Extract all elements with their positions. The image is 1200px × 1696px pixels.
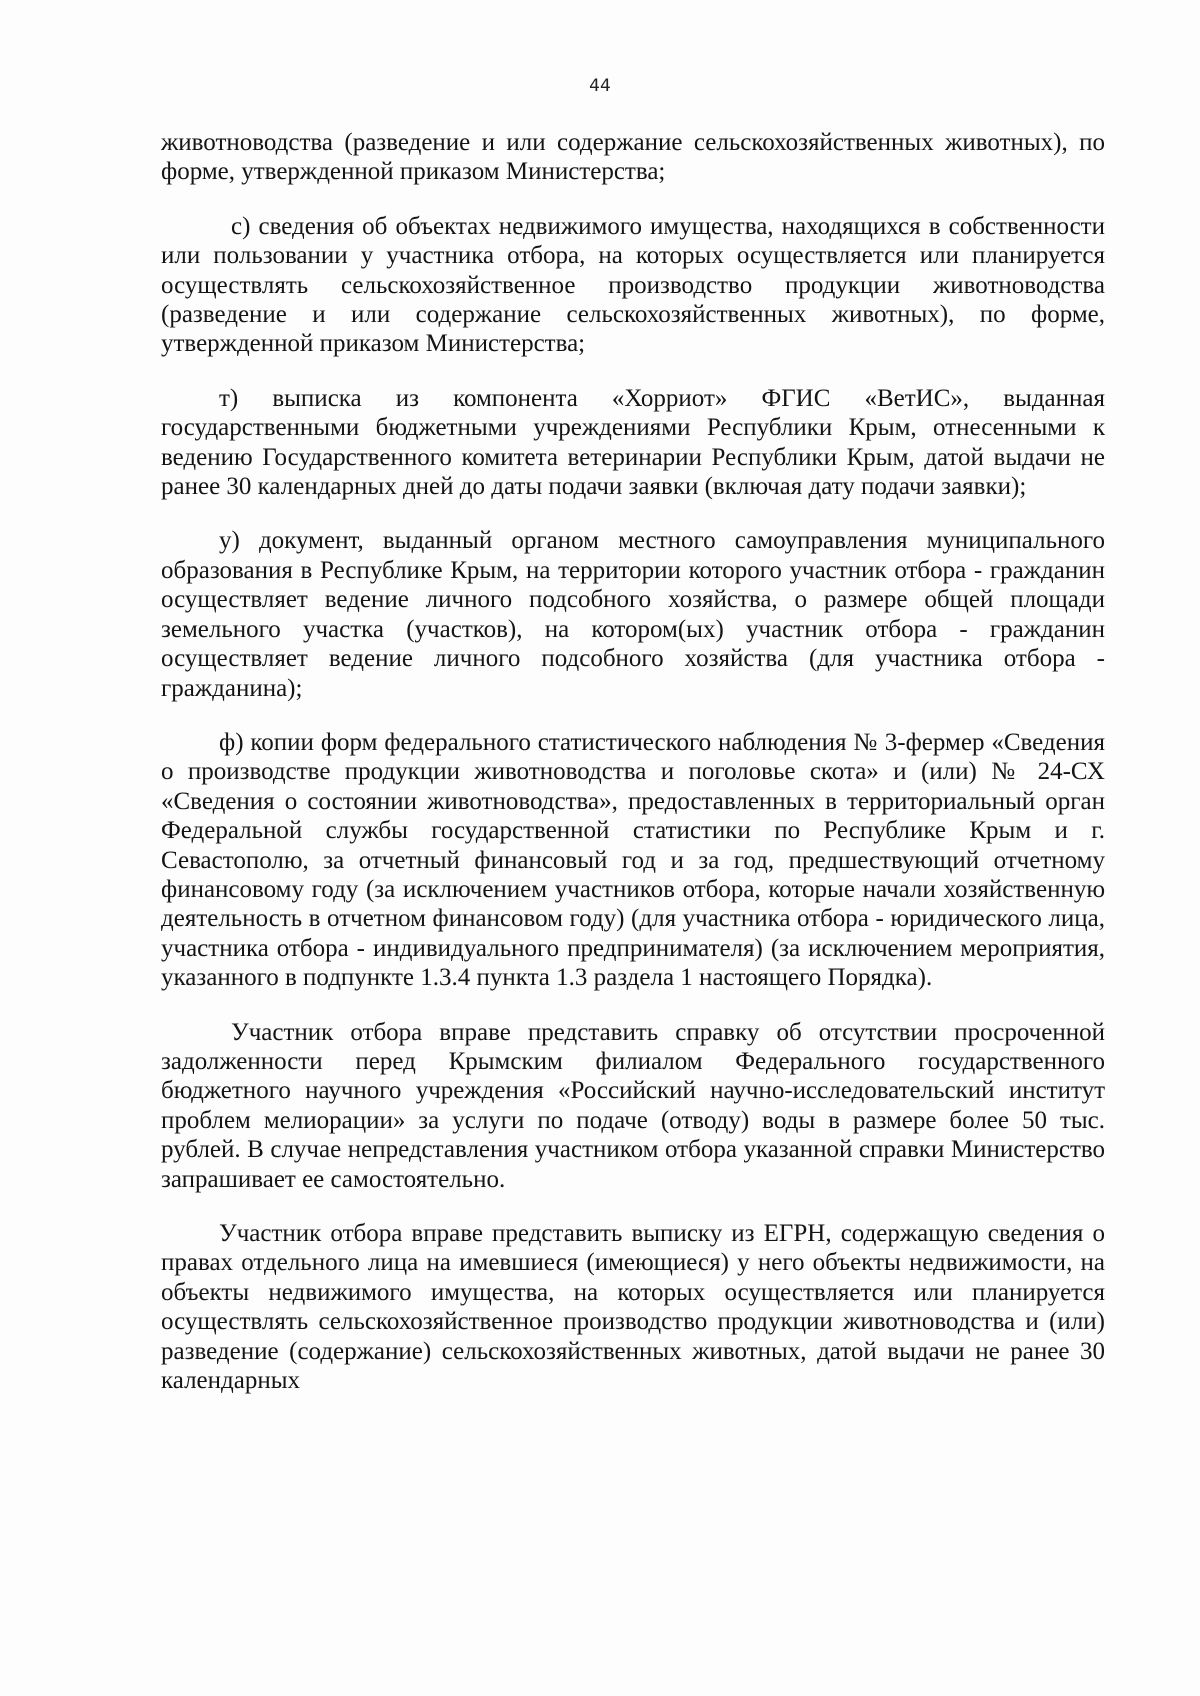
document-body <box>161 128 1105 1395</box>
paragraph-item-f: ф) копии форм федерального статистического наблюдения № 3-фермер «Сведения о производстве продукции животноводства и поголовье скота» и (или) № 24-СХ «Сведения о состоянии животноводства», предоставленных в территориальный орган Федеральной службы государственной статистики по Республике Крым и г. Севастополю, за отчетный финансовый год и за год, предшествующий отчетному финансовому году (за исключением участников отбора, которые начали хозяйственную деятельность в отчетном финансовом году) (для участника отбора - юридического лица, участника отбора - индивидуального предпринимателя) (за исключением мероприятия, указанного в подпункте 1.3.4 пункта 1.3 раздела 1 настоящего Порядка). <box>161 728 1105 992</box>
paragraph-item-t: т) выписка из компонента «Хорриот» ФГИС «ВетИС», выданная государственными бюджетными учреждениями Республики Крым, отнесенными к ведению Государственного комитета ветеринарии Республики Крым, датой выдачи не ранее 30 календарных дней до даты подачи заявки (включая дату подачи заявки); <box>161 384 1105 501</box>
paragraph-item-u: у) документ, выданный органом местного самоуправления муниципального образования в Республике Крым, на территории которого участник отбора - гражданин осуществляет ведение личного подсобного хозяйства, о размере общей площади земельного участка (участков), на котором(ых) участник отбора - гражданин осуществляет ведение личного подсобного хозяйства (для участника отбора - гражданина); <box>161 527 1105 702</box>
paragraph-continuation: животноводства (разведение и или содержание сельскохозяйственных животных), по форме, утвержденной приказом Министерства; <box>161 129 1105 186</box>
paragraph-egrn-note: Участник отбора вправе представить выписку из ЕГРН, содержащую сведения о правах отдельного лица на имевшиеся (имеющиеся) у него объекты недвижимости, на объекты недвижимого имущества, на которых осуществляется или планируется осуществлять сельскохозяйственное производство продукции животноводства и (или) разведение (содержание) сельскохозяйственных животных, датой выдачи не ранее 30 календарных <box>161 1220 1105 1395</box>
page-number: 44 <box>589 76 611 96</box>
paragraph-certificate-note: Участник отбора вправе представить справку об отсутствии просроченной задолженности перед Крымским филиалом Федерального государственного бюджетного научного учреждения «Российский научно-исследовательский институт проблем мелиорации» за услуги по подаче (отводу) воды в размере более 50 тыс. рублей. В случае непредставления участником отбора указанной справки Министерство запрашивает ее самостоятельно. <box>161 1018 1105 1193</box>
paragraph-item-s: с) сведения об объектах недвижимого имущества, находящихся в собственности или пользовании у участника отбора, на которых осуществляется или планируется осуществлять сельскохозяйственное производство продукции животноводства (разведение и или содержание сельскохозяйственных животных), по форме, утвержденной приказом Министерства; <box>161 212 1105 358</box>
